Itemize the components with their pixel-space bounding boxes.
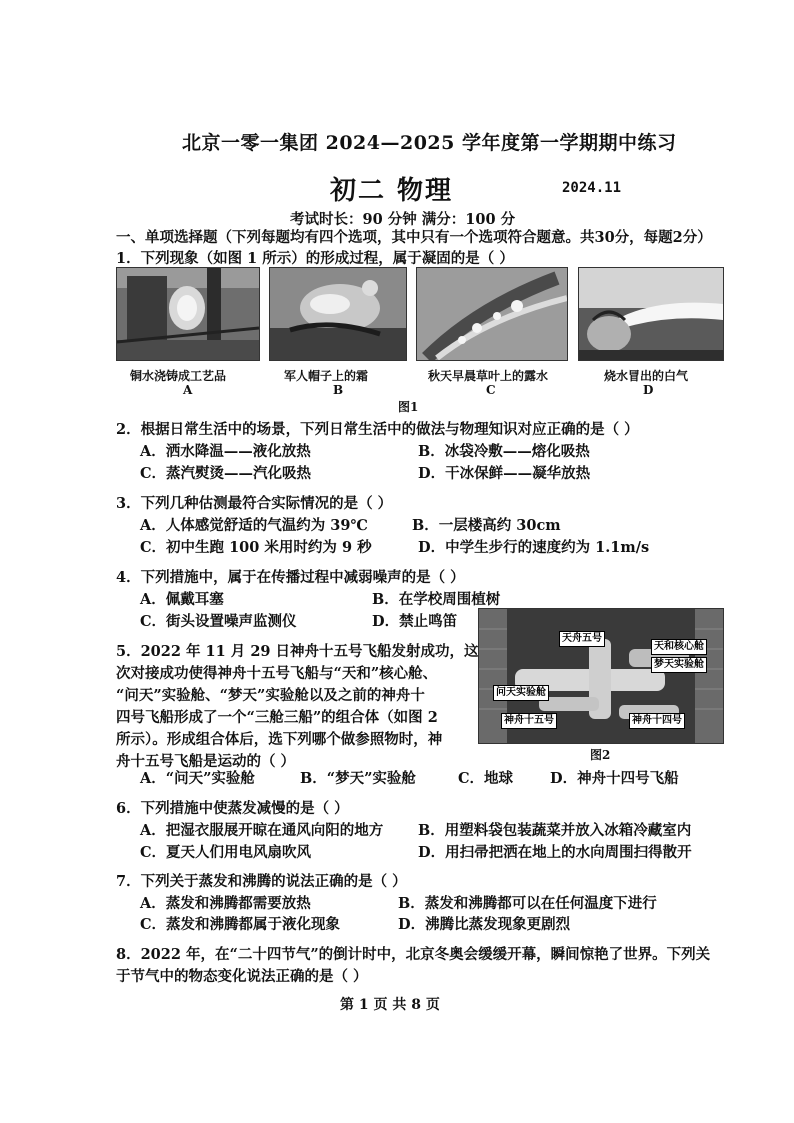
question-5-option-a: A．“问天”实验舱 [140,770,255,787]
photo-copper-casting [116,267,260,361]
photo-kettle-steam [578,267,724,361]
figure-2-label: 图2 [590,748,611,762]
question-2-stem: 2．根据日常生活中的场景，下列日常生活中的做法与物理知识对应正确的是（ ） [116,421,639,438]
question-2-option-c: C．蒸汽熨烫——汽化吸热 [140,465,312,482]
exam-date: 2024.11 [562,180,622,196]
question-4-option-b: B．在学校周围植树 [372,591,501,608]
figure-caption-d: 烧水冒出的白气 [604,369,689,383]
figure-1-label: 图1 [398,400,419,414]
figure-tag-wentian: 问天实验舱 [493,685,549,701]
figure-caption-b: 军人帽子上的霜 [284,369,369,383]
question-5-line-1: 5．2022 年 11 月 29 日神舟十五号飞船发射成功，这 [116,643,479,660]
question-2-option-a: A．洒水降温——液化放热 [140,443,311,460]
figure-tag-shenzhou-15: 神舟十五号 [501,713,557,729]
photo-dew-on-grass [416,267,568,361]
figure-caption-c: 秋天早晨草叶上的露水 [428,369,549,383]
question-5-line-4: 四号飞船形成了一个“三舱三船”的组合体（如图 2 [116,709,438,726]
figure-tag-tianhe-core: 天和核心舱 [651,639,707,655]
question-6-option-b: B．用塑料袋包装蔬菜并放入冰箱冷藏室内 [418,822,692,839]
question-7-option-d: D．沸腾比蒸发现象更剧烈 [398,916,571,933]
question-5-line-6: 舟十五号飞船是运动的（ ） [116,753,296,770]
question-3-stem: 3．下列几种估测最符合实际情况的是（ ） [116,495,393,512]
figure-letter-a: A [183,383,193,397]
figure-caption-a: 铜水浇铸成工艺品 [130,369,227,383]
question-6-stem: 6．下列措施中使蒸发减慢的是（ ） [116,800,349,817]
question-6-option-d: D．用扫帚把洒在地上的水向周围扫得散开 [418,844,692,861]
question-4-option-d: D．禁止鸣笛 [372,613,458,630]
photo-space-station [478,608,724,744]
figure-tag-mengtian: 梦天实验舱 [651,657,707,673]
figure-tag-shenzhou-14: 神舟十四号 [629,713,685,729]
question-5-option-c: C．地球 [458,770,514,787]
question-7-option-b: B．蒸发和沸腾都可以在任何温度下进行 [398,895,657,912]
question-5-line-3: “问天”实验舱、“梦天”实验舱以及之前的神舟十 [116,687,425,704]
question-6-option-a: A．把湿衣服展开晾在通风向阳的地方 [140,822,384,839]
question-7-option-c: C．蒸发和沸腾都属于液化现象 [140,916,341,933]
question-3-option-d: D．中学生步行的速度约为 1.1m/s [418,539,650,556]
question-3-option-b: B．一层楼高约 30cm [412,517,561,534]
subject-title: 初二 物理 [330,176,454,206]
question-5-option-b: B．“梦天”实验舱 [300,770,416,787]
question-1-stem: 1．下列现象（如图 1 所示）的形成过程，属于凝固的是（ ） [116,250,514,267]
page-footer: 第 1 页 共 8 页 [340,997,440,1013]
question-7-stem: 7．下列关于蒸发和沸腾的说法正确的是（ ） [116,873,407,890]
question-8-line-2: 于节气中的物态变化说法正确的是（ ） [116,968,368,985]
question-4-stem: 4．下列措施中，属于在传播过程中减弱噪声的是（ ） [116,569,465,586]
question-5-line-2: 次对接成功使得神舟十五号飞船与“天和”核心舱、 [116,665,438,682]
question-5-line-5: 所示）。形成组合体后，选下列哪个做参照物时，神 [116,731,443,748]
question-7-option-a: A．蒸发和沸腾都需要放热 [140,895,311,912]
question-3-option-a: A．人体感觉舒适的气温约为 39℃ [140,517,368,534]
question-2-option-d: D．干冰保鲜——凝华放热 [418,465,591,482]
question-5-option-d: D．神舟十四号飞船 [550,770,679,787]
exam-info: 考试时长：90 分钟 满分：100 分 [290,211,516,228]
question-2-option-b: B．冰袋冷敷——熔化吸热 [418,443,590,460]
figure-letter-c: C [486,383,496,397]
question-4-option-c: C．街头设置噪声监测仪 [140,613,297,630]
question-3-option-c: C．初中生跑 100 米用时约为 9 秒 [140,539,372,556]
question-8-line-1: 8．2022 年，在“二十四节气”的倒计时中，北京冬奥会缓缓开幕，瞬间惊艳了世界。下列关 [116,946,711,963]
photo-frost-on-hat [269,267,407,361]
question-4-option-a: A．佩戴耳塞 [140,591,224,608]
question-6-option-c: C．夏天人们用电风扇吹风 [140,844,312,861]
figure-tag-tianzhou-5: 天舟五号 [559,631,605,647]
figure-letter-b: B [333,383,344,397]
exam-title: 北京一零一集团 2024—2025 学年度第一学期期中练习 [182,132,677,154]
section-heading: 一、单项选择题（下列每题均有四个选项，其中只有一个选项符合题意。共30分，每题2分） [116,229,712,246]
figure-letter-d: D [643,383,654,397]
